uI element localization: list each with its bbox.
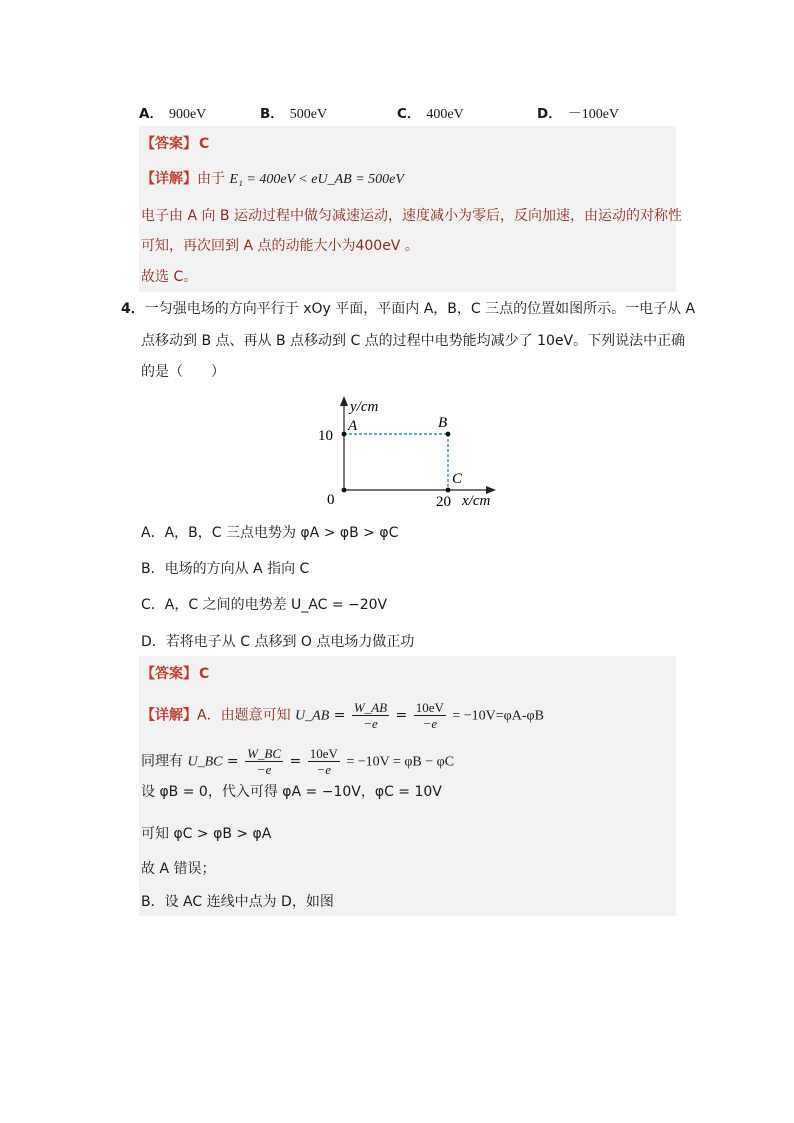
point-c-label: C <box>452 471 463 487</box>
q4-option-c: C．A，C 之间的电势差 U_AC = −20V <box>141 597 388 613</box>
q3-options-row <box>139 102 679 122</box>
origin-dot <box>342 488 347 493</box>
point-a-label: A <box>348 418 358 434</box>
diagram-svg <box>300 392 510 517</box>
q3-option-d: D． －100eV <box>537 106 620 122</box>
conclusion-order-line: 可知 φC > φB > φA <box>141 826 272 842</box>
answer-block-2 <box>139 656 676 916</box>
y-axis-arrow <box>340 396 348 406</box>
fraction-10ev: $\frac{10eV}{-e}$ <box>415 700 444 731</box>
answer-line: 【答案】 C <box>141 666 210 682</box>
q4-option-b: B．电场的方向从 A 指向 C <box>141 561 310 577</box>
question-4-line-1: 4．一匀强电场的方向平行于 xOy 平面，平面内 A，B，C 三点的位置如图所示。一电子从 A <box>121 301 696 317</box>
question-4-line-2: 点移动到 B 点、再从 B 点移动到 C 点的过程中电势能均减少了 10eV。下列说法中正确 <box>141 333 686 349</box>
point-c-dot <box>446 488 451 493</box>
detail-line: 【详解】由于 E₁ = 400eV < eU_AB = 500eV <box>141 171 404 187</box>
point-b-dot <box>446 432 451 437</box>
detail-bc-line: 同理有 U_BC = $\frac{W\_BC}{-e}$ = $\frac{10eV}{-e}$ = −10V = φB − φC <box>141 746 455 777</box>
q3-option-b: B． 500eV <box>260 106 328 122</box>
y-tick-label: 10 <box>318 428 333 444</box>
detail-b-line: B．设 AC 连线中点为 D，如图 <box>141 894 334 910</box>
fraction-w-bc: $\frac{W\_BC}{-e}$ <box>247 746 282 777</box>
detail-a-line: 【详解】A．由题意可知 U_AB = $\frac{W\_AB}{-e}$ = $\frac{10eV}{-e}$ = −10V=φA-φB <box>141 700 544 731</box>
x-tick-label: 20 <box>436 494 451 510</box>
fraction-w-ab: $\frac{W\_AB}{-e}$ <box>353 700 388 731</box>
q4-option-d: D．若将电子从 C 点移到 O 点电场力做正功 <box>141 634 415 650</box>
q4-option-a: A．A，B，C 三点电势为 φA > φB > φC <box>141 525 399 541</box>
x-axis-label: x/cm <box>462 493 491 509</box>
a-wrong-line: 故 A 错误； <box>141 861 216 877</box>
answer-line: 【答案】 C <box>141 136 210 152</box>
q3-option-c: C． 400eV <box>397 106 464 122</box>
q3-option-a: A． 900eV <box>139 106 207 122</box>
energy-formula: E₁ = 400eV < eU_AB = 500eV <box>229 172 404 187</box>
question-number: 4． <box>121 301 145 317</box>
fraction-10ev-2: $\frac{10eV}{-e}$ <box>309 746 338 777</box>
point-a-dot <box>342 432 347 437</box>
explanation-line-1: 电子由 A 向 B 运动过程中做匀减速运动，速度减小为零后，反向加速，由运动的对称性 <box>141 208 682 224</box>
answer-block-1 <box>139 126 682 292</box>
point-b-label: B <box>438 415 448 431</box>
explanation-line-2: 可知，再次回到 A 点的动能大小为400eV 。 <box>141 238 419 254</box>
conclusion-line: 故选 C。 <box>141 269 198 285</box>
question-4-line-3: 的是（ ） <box>141 364 225 380</box>
y-axis-label: y/cm <box>350 399 379 415</box>
coordinate-diagram <box>300 392 510 517</box>
assume-line: 设 φB = 0，代入可得 φA = −10V，φC = 10V <box>141 784 442 800</box>
origin-label: 0 <box>327 492 335 508</box>
